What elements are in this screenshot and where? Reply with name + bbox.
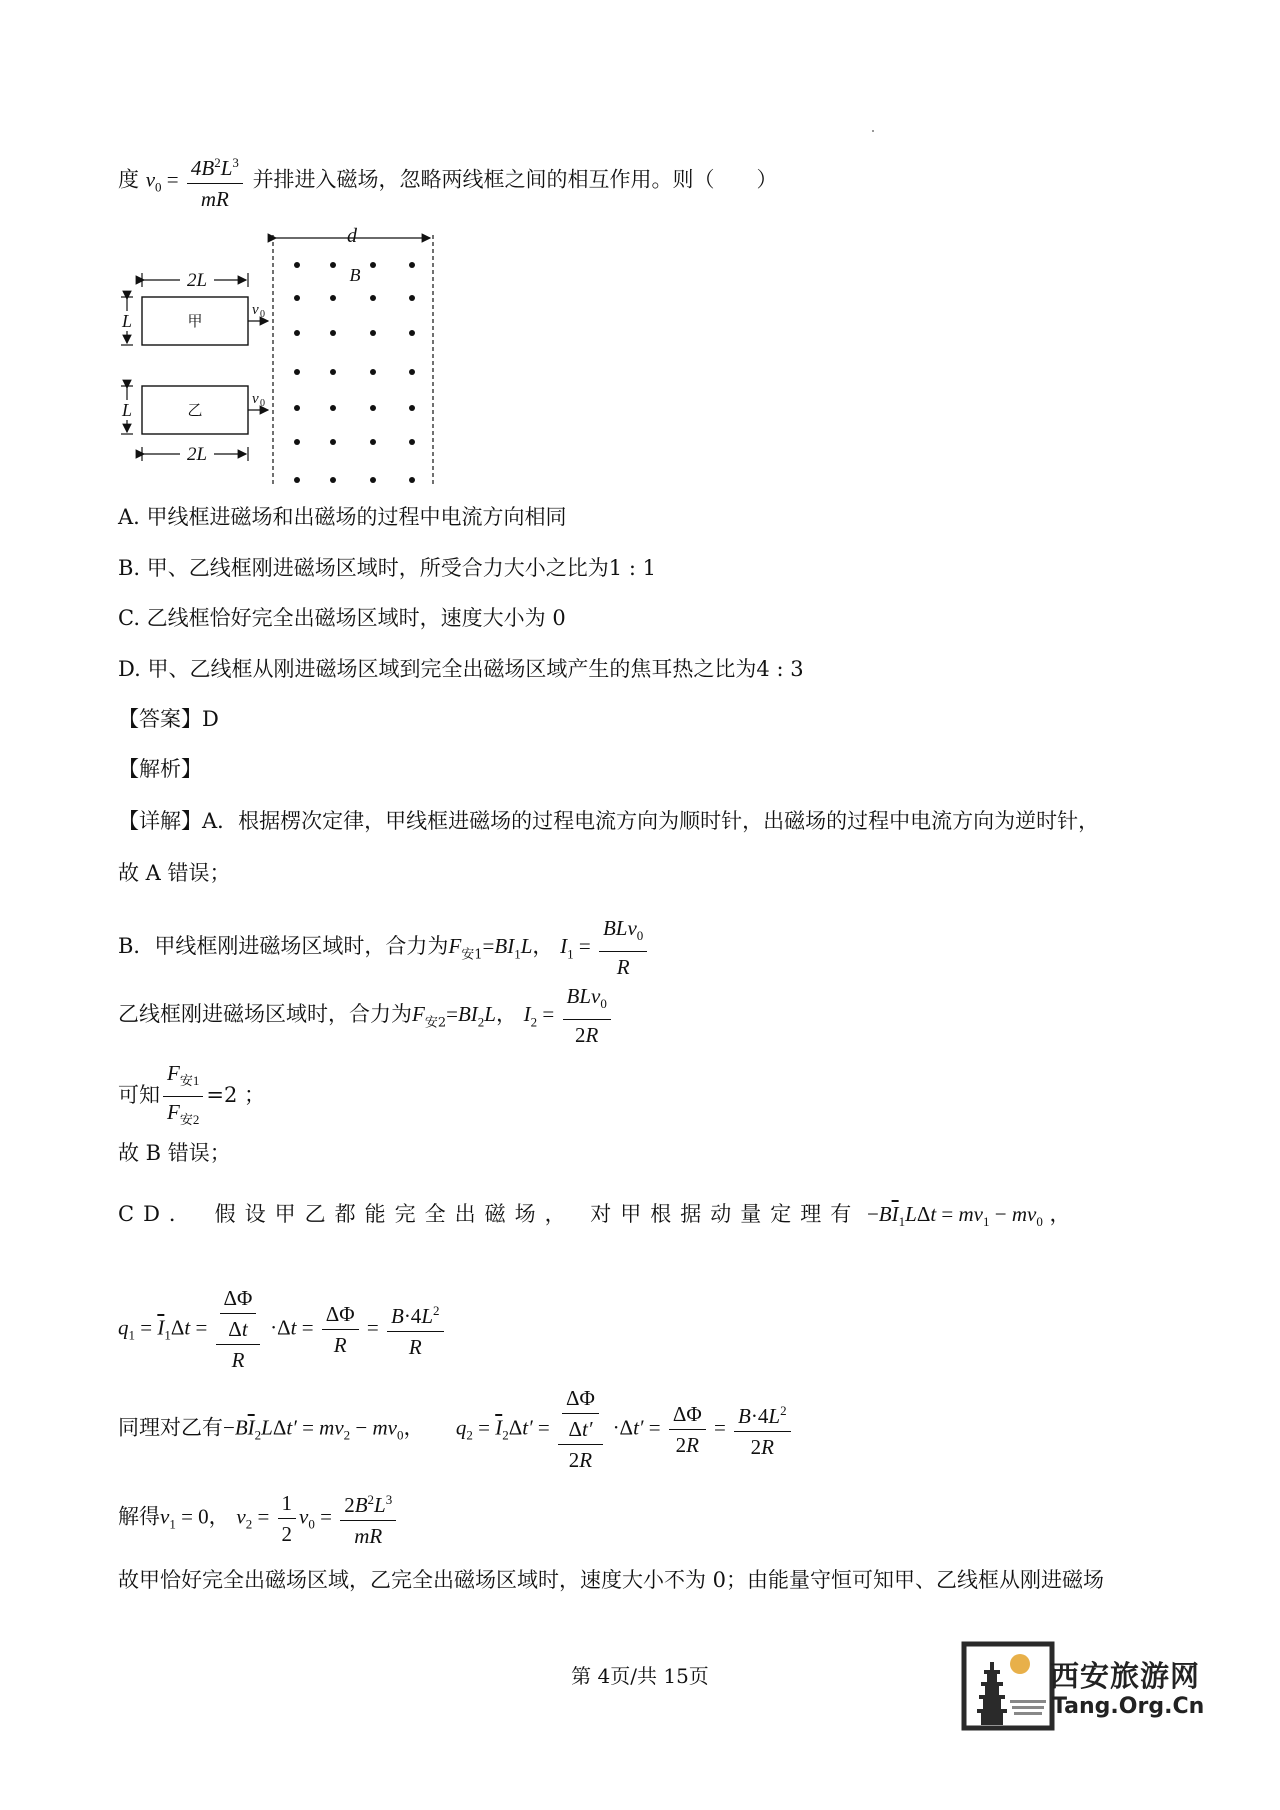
detail-b-line2: 乙线框刚进磁场区域时，合力为$F_{安2}=BI_2L$， $I_2$ = $\frac{BLv_0}{2R}$: [118, 983, 614, 1048]
option-a: A. 甲线框进磁场和出磁场的过程中电流方向相同: [118, 505, 567, 529]
detail-cd-line3: 同理对乙有$-B\overline{I}_2L\Delta t' = mv_2 - mv_0$， $q_2 = \overline{I}_2\Delta t'$ = $\frac{\frac{\Delta\Phi}{\Delta t'}}{2R}$ ·Δt′ = $\frac{\Delta\Phi}{2R}$ = $\frac{B\cdot 4L^2}{2R}$: [118, 1385, 794, 1473]
detail-cd-line4: 解得$v_1 = 0$， $v_2$ = $\frac{1}{2}$ $v_0$ = $\frac{2B^2L^3}{mR}$: [118, 1487, 399, 1549]
detail-b-line3: 可知 $\frac{F_{安1}}{F_{安2}}$ =2 ；: [118, 1061, 265, 1128]
option-c: C. 乙线框恰好完全出磁场区域时，速度大小为 0: [118, 606, 566, 630]
detail-a-line1: 【详解】A．根据楞次定律，甲线框进磁场的过程电流方向为顺时针，出磁场的过程中电流方向为逆时针，: [118, 809, 1100, 833]
field-dots: [294, 262, 415, 483]
answer-value: D: [202, 707, 219, 731]
v0-fraction: $\frac{4B^2L^3}{mR}$: [187, 150, 243, 212]
watermark-url: Tang.Org.Cn: [1052, 1694, 1205, 1719]
magnetic-field-figure: [110, 225, 450, 487]
page-number: 第 4页/共 15页: [571, 1664, 709, 1688]
frame-jia-label: 甲: [187, 312, 203, 330]
intro-line: 度 $v_0$ = $\frac{4B^2L^3}{mR}$ 并排进入磁场，忽略两线框之间的相互作用。则（ ）: [118, 150, 778, 212]
detail-b-line4: 故 B 错误；: [118, 1141, 231, 1165]
answer-line: [118, 704, 219, 734]
svg-text:0: 0: [260, 309, 265, 320]
label-d: d: [347, 225, 357, 247]
analysis-tag: 【解析】: [118, 757, 202, 781]
detail-cd-line5: 故甲恰好完全出磁场区域，乙完全出磁场区域时，速度大小不为 0；由能量守恒可知甲、乙线框从刚进磁场: [118, 1568, 1105, 1592]
label-L-bottom: L: [121, 400, 133, 420]
label-L-top: L: [121, 311, 133, 331]
frame-yi-label: 乙: [187, 401, 203, 419]
detail-cd-line1: CD． 假设甲乙都能完全出磁场， 对甲根据动量定理有 $-B\overline{I}_1L\Delta t = mv_1 - mv_0$ ，: [118, 1202, 1071, 1230]
svg-text:v: v: [252, 391, 259, 407]
label-2L-top: 2L: [186, 270, 208, 291]
answer-tag: 【答案】: [118, 707, 202, 731]
svg-text:v: v: [252, 302, 259, 318]
watermark-title: 西安旅游网: [1050, 1659, 1201, 1693]
label-B: B: [349, 265, 361, 285]
option-b: B. 甲、乙线框刚进磁场区域时，所受合力大小之比为1 : 1: [118, 556, 656, 580]
detail-b-line1: B．甲线框刚进磁场区域时，合力为$F_{安1}=BI_1L$， $I_1$ = $\frac{BLv_0}{R}$: [118, 915, 650, 980]
detail-a-line2: 故 A 错误；: [118, 861, 231, 885]
option-d: D. 甲、乙线框从刚进磁场区域到完全出磁场区域产生的焦耳热之比为4 : 3: [118, 657, 804, 681]
scan-speck: [872, 130, 874, 132]
pagoda-icon: [977, 1662, 1046, 1725]
detail-cd-line2: $q_1 = \overline{I}_1\Delta t$ = $\frac{\frac{\Delta\Phi}{\Delta t}}{R}$ ·Δt = $\frac{\Delta\Phi}{R}$ = $\frac{B\cdot 4L^2}{R}$: [118, 1285, 447, 1373]
svg-text:0: 0: [260, 398, 265, 409]
label-2L-bottom: 2L: [186, 444, 208, 465]
